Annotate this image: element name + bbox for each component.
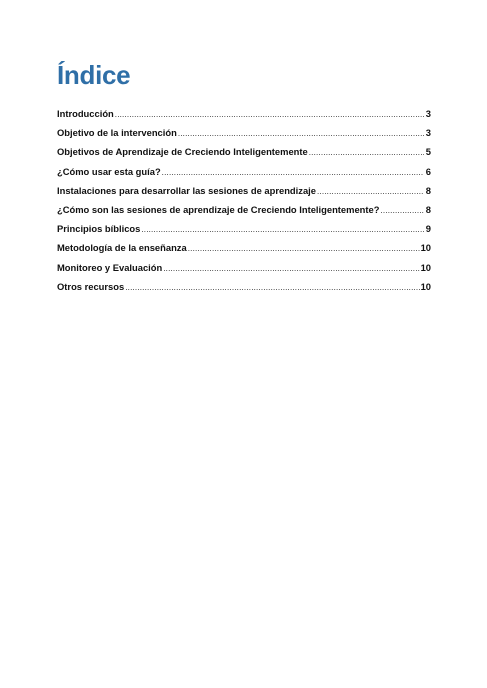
toc-dot-leader: [188, 244, 420, 253]
toc-page-number: 9: [425, 223, 431, 235]
toc-entry-introduccion[interactable]: [57, 108, 431, 127]
toc-entry-label: ¿Cómo son las sesiones de aprendizaje de Creciendo Inteligentemente?: [57, 203, 380, 215]
toc-entry-label: Objetivos de Aprendizaje de Creciendo Inteligentemente: [57, 146, 308, 158]
toc-entry-label: ¿Cómo usar esta guía?: [57, 165, 161, 177]
toc-entry-metodologia[interactable]: [57, 242, 431, 261]
toc-page-number: 6: [425, 165, 431, 177]
toc-entry-instalaciones[interactable]: [57, 185, 431, 204]
toc-dot-leader: [317, 187, 424, 196]
toc-entry-otros-recursos[interactable]: [57, 281, 431, 300]
toc-page-number: 8: [425, 184, 431, 196]
toc-dot-leader: [309, 148, 424, 157]
toc-entry-label: Objetivo de la intervención: [57, 127, 177, 139]
toc-entry-como-usar-guia[interactable]: [57, 166, 431, 185]
toc-entry-label: Introducción: [57, 108, 114, 119]
toc-page-number: 10: [420, 280, 431, 292]
toc-entry-objetivos-aprendizaje[interactable]: [57, 146, 431, 165]
toc-entry-objetivo-intervencion[interactable]: [57, 127, 431, 146]
toc-entry-label: Otros recursos: [57, 280, 125, 292]
page-title: Índice: [57, 60, 131, 90]
toc-entry-monitoreo[interactable]: [57, 262, 431, 281]
toc-entry-label: Metodología de la enseñanza: [57, 242, 187, 254]
toc-entry-label: Monitoreo y Evaluación: [57, 261, 163, 273]
toc-dot-leader: [178, 129, 424, 138]
toc-dot-leader: [115, 110, 424, 119]
toc-page-number: 3: [425, 108, 431, 119]
toc-entry-principios-biblicos[interactable]: [57, 223, 431, 242]
toc-page-number: 8: [425, 203, 431, 215]
toc-entry-como-son-sesiones[interactable]: [57, 204, 431, 223]
toc-page-number: 10: [420, 242, 431, 254]
toc-dot-leader: [162, 168, 424, 177]
toc-entry-label: Principios bíblicos: [57, 223, 141, 235]
toc-dot-leader: [141, 225, 424, 234]
toc-dot-leader: [380, 206, 424, 215]
table-of-contents: [57, 108, 431, 300]
toc-page-number: 5: [425, 146, 431, 158]
toc-dot-leader: [163, 264, 419, 273]
toc-entry-label: Instalaciones para desarrollar las sesiones de aprendizaje: [57, 184, 316, 196]
toc-page-number: 10: [420, 261, 431, 273]
toc-page-number: 3: [425, 127, 431, 139]
toc-dot-leader: [125, 283, 419, 292]
